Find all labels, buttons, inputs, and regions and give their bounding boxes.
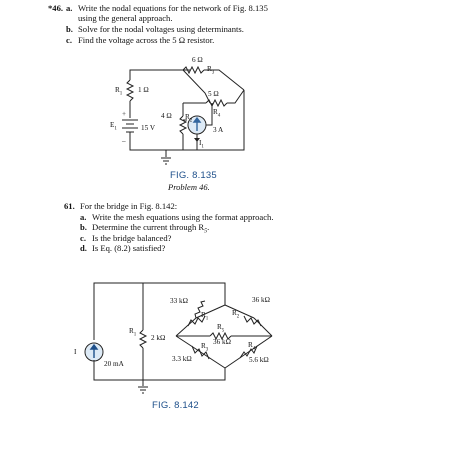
r5-label: $R_5$ [217,323,225,334]
three-a-label: 3 A [213,126,224,134]
thirtysix-label: 36 kΩ [252,296,270,304]
i-label: I [74,348,77,356]
part-a-text: Write the nodal equations for the network of Fig. 8.135 [78,3,268,13]
e1-label: $E_1$ [110,121,117,132]
plus-sign: + [122,110,127,118]
problem-61-number: 61. [64,201,75,211]
fig-135-caption: FIG. 8.135 [170,170,217,181]
fifteen-v-label: 15 V [141,124,156,132]
r1-label: $R_1$ [129,327,137,338]
minus-sign: – [122,137,126,145]
part-a-text: Write the mesh equations using the format approach. [92,212,274,222]
r1-value: 1 Ω [138,86,149,94]
part-c-letter: c. [66,35,72,45]
i1-label: $I_1$ [199,139,204,150]
part-a-text-cont: using the general approach. [78,13,173,23]
part-c-text: Is the bridge balanced? [92,233,172,243]
problem-46-number: *46. [48,3,64,13]
r3-label: $R_3$ [201,342,209,353]
r4-label: $R_4$ [213,108,221,119]
part-b-text: Determine the current through $R_5$. [92,222,210,235]
thirtythree-label: 33 kΩ [170,297,188,305]
wire [176,318,196,336]
part-a-letter: a. [66,3,73,13]
problem-61-intro: For the bridge in Fig. 8.142: [80,201,178,211]
thirtysix-b-label: 36 kΩ [213,338,231,346]
r1-label: $R_1$ [115,86,123,97]
part-c-letter: c. [80,233,86,243]
twenty-ma-label: 20 mA [104,360,124,368]
r1-value: 2 kΩ [151,334,166,342]
five-six-label: 5.6 kΩ [249,356,269,364]
r3-label: $R_3$ [207,65,215,76]
r-b-label: $R_2$ [232,309,240,320]
four-ohm-label: 4 Ω [161,112,172,120]
wire [225,305,254,318]
six-ohm-label: 6 Ω [192,56,203,64]
five-ohm-label: 5 Ω [208,90,219,98]
fig-142-caption: FIG. 8.142 [152,400,199,411]
part-d-text: Is Eq. (8.2) satisfied? [92,243,166,253]
part-b-letter: b. [66,24,73,34]
part-d-letter: d. [80,243,87,253]
part-a-letter: a. [80,212,87,222]
part-b-letter: b. [80,222,87,232]
part-c-text: Find the voltage across the 5 Ω resistor. [78,35,215,45]
r4-label: $R_4$ [248,341,256,352]
three-three-label: 3.3 kΩ [172,355,192,363]
r-a-label: $R_1$ [201,311,209,322]
r2-label: $R_2$ [185,113,193,124]
part-b-text: Solve for the nodal voltages using determinants. [78,24,244,34]
r1-resistor [140,330,146,348]
fig-135-subcaption: Problem 46. [168,182,210,192]
